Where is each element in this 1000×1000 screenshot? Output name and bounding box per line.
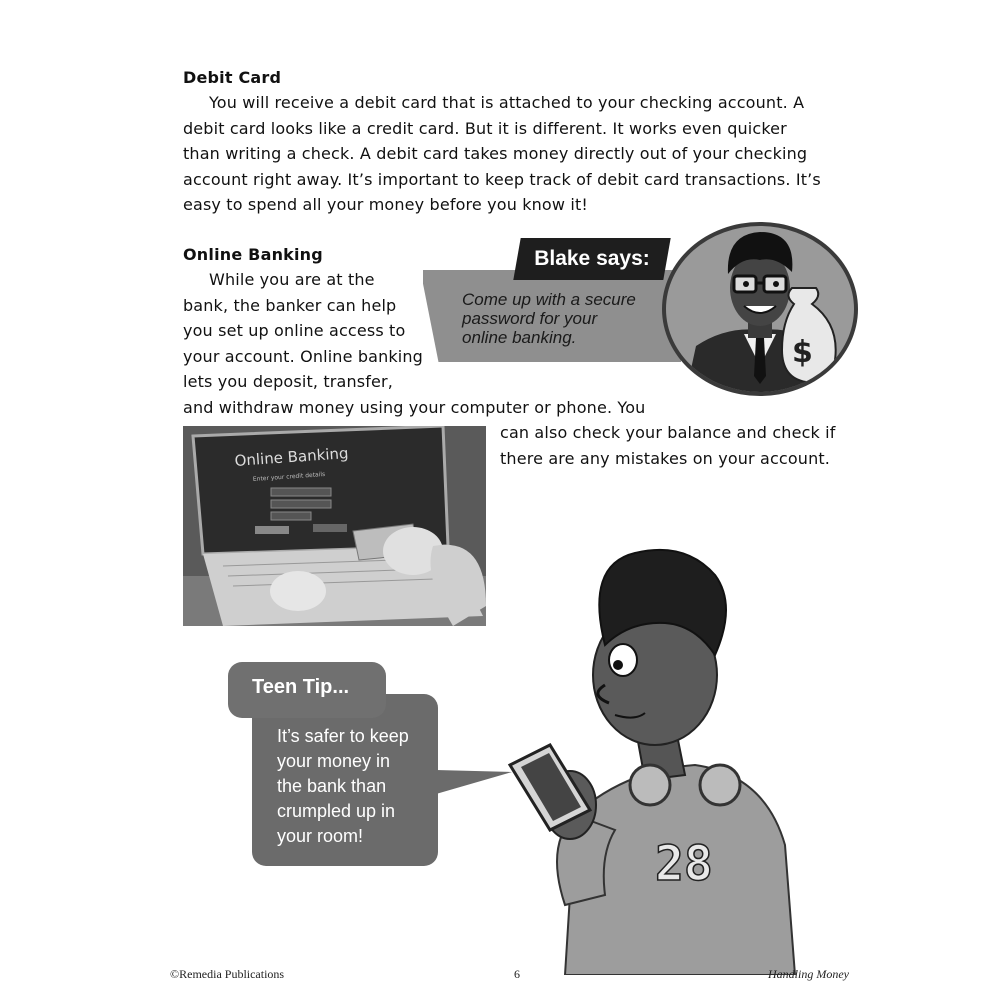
paragraph-line: You will receive a debit card that is attached to your checking account. A	[209, 93, 805, 112]
debit-card-heading: Debit Card	[183, 68, 282, 87]
photo-screen-subtitle: Enter your credit details	[252, 470, 326, 483]
online-banking-paragraph-continued	[500, 420, 860, 471]
paragraph-line: bank, the banker can help	[183, 295, 397, 315]
paragraph-line: there are any mistakes on your account.	[500, 448, 831, 468]
teen-tip-tab	[228, 662, 386, 718]
paragraph-line: While you are at the	[209, 270, 375, 289]
tip-line: It’s safer to keep	[277, 726, 409, 746]
online-banking-photo	[183, 426, 486, 626]
blake-says-label: Blake says:	[534, 247, 650, 270]
tip-pointer	[436, 760, 516, 800]
message-line: Come up with a secure	[462, 290, 636, 309]
blake-says-tab	[513, 238, 670, 280]
debit-card-paragraph	[183, 90, 843, 218]
paragraph-line: and withdraw money using your computer or phone. You	[183, 397, 646, 417]
paragraph-line: can also check your balance and check if	[500, 423, 836, 442]
paragraph-line: easy to spend all your money before you know it!	[183, 195, 588, 214]
footer-book-title: Handling Money	[768, 967, 849, 981]
blake-portrait	[662, 222, 858, 396]
online-banking-heading: Online Banking	[183, 245, 323, 264]
paragraph-line: debit card looks like a credit card. But it is different. It works even quicker	[183, 118, 787, 138]
paragraph-line: your account. Online banking	[183, 346, 423, 366]
tip-line: the bank than	[277, 776, 387, 796]
teen-tip-message	[277, 724, 437, 849]
tip-line: your room!	[277, 826, 364, 846]
paragraph-line: lets you deposit, transfer,	[183, 372, 393, 391]
blake-message	[462, 290, 672, 347]
blake-illustration	[666, 226, 854, 392]
paragraph-line: account right away. It’s important to keep track of debit card transactions. It’s	[183, 169, 821, 189]
message-line: online banking.	[462, 328, 577, 347]
message-line: password for your	[462, 309, 598, 328]
tip-line: crumpled up in	[277, 801, 396, 821]
teen-with-phone-illustration	[505, 545, 805, 975]
photo-screen-title: Online Banking	[234, 444, 350, 470]
svg-text:$: $	[792, 335, 813, 370]
teen-tip-title: Teen Tip...	[252, 676, 350, 698]
tip-line: your money in	[277, 751, 391, 771]
paragraph-line: you set up online access to	[183, 321, 406, 340]
paragraph-line: than writing a check. A debit card takes money directly out of your checking	[183, 144, 808, 163]
footer-publisher: ©Remedia Publications	[170, 967, 285, 981]
footer-page-number: 6	[514, 967, 520, 981]
jersey-number: 28	[655, 836, 713, 892]
laptop-photo-illustration	[183, 426, 486, 626]
